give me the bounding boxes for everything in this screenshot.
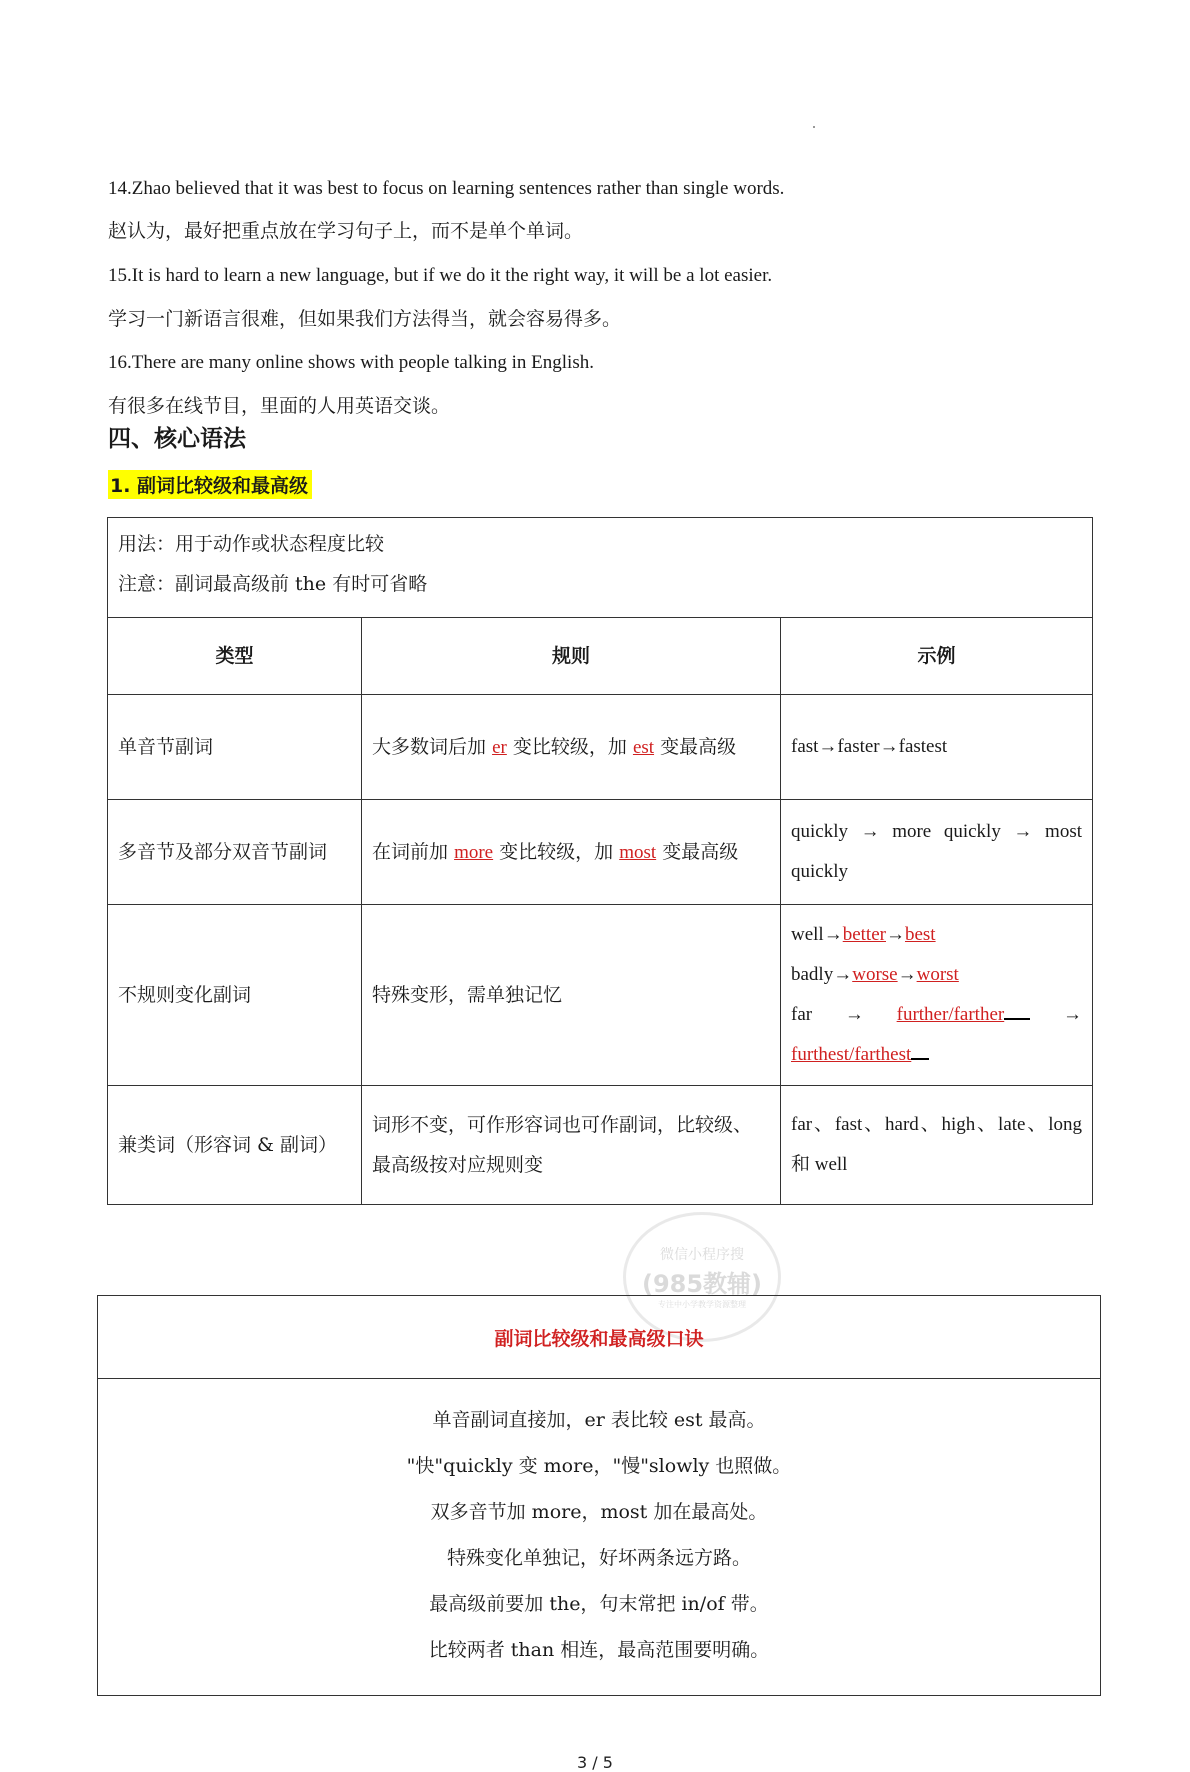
section-title: 四、核心语法	[108, 426, 246, 452]
row-example: far、fast、hard、high、late、long 和 well	[791, 1114, 1082, 1175]
rule-text: 变最高级	[662, 840, 739, 863]
stray-dot	[813, 126, 815, 128]
table-header-row	[108, 618, 1092, 695]
rule-text: 在词前加	[372, 840, 449, 863]
word-most: most	[619, 841, 657, 863]
sentence-16-en: 16.There are many online shows with people talking in English.	[108, 352, 594, 373]
grammar-table	[107, 517, 1093, 1205]
row-type: 多音节及部分双音节副词	[108, 800, 362, 904]
rule-text: 变最高级	[660, 735, 737, 758]
irregular-well: well→better→best	[791, 924, 936, 945]
irregular-far: far → further/farther →	[791, 995, 1082, 1035]
header-type: 类型	[108, 618, 362, 694]
row-rule	[362, 800, 781, 904]
row-rule: 词形不变，可作形容词也可作副词，比较级、最高级按对应规则变	[362, 1086, 781, 1204]
suffix-er: er	[492, 736, 507, 758]
usage-note: 用法：用于动作或状态程度比较	[118, 533, 385, 555]
sentence-14-zh: 赵认为，最好把重点放在学习句子上，而不是单个单词。	[108, 220, 584, 242]
sentence-15-zh: 学习一门新语言很难，但如果我们方法得当，就会容易得多。	[108, 308, 622, 330]
row-rule	[362, 695, 781, 799]
row-type: 单音节副词	[108, 695, 362, 799]
badly-comparative: worse	[852, 964, 898, 985]
row-type: 不规则变化副词	[108, 905, 362, 1085]
mnemonic-line: 单音副词直接加，er 表比较 est 最高。	[432, 1409, 766, 1431]
sentence-15-en: 15.It is hard to learn a new language, but if we do it the right way, it will be a lot easier.	[108, 265, 773, 286]
mnemonic-title: 副词比较级和最高级口诀	[98, 1296, 1100, 1379]
mnemonic-line: "快"quickly 变 more，"慢"slowly 也照做。	[406, 1455, 792, 1477]
mnemonic-line: 比较两者 than 相连，最高范围要明确。	[428, 1639, 770, 1661]
page-number: 3 / 5	[577, 1753, 613, 1772]
row-rule: 特殊变形，需单独记忆	[362, 905, 781, 1085]
rule-text: 变比较级，加	[499, 840, 614, 863]
well-comparative: better	[842, 924, 886, 945]
row-example: quickly → more quickly → most quickly	[791, 821, 1082, 882]
mnemonic-line: 最高级前要加 the，句末常把 in/of 带。	[429, 1593, 769, 1615]
suffix-est: est	[632, 736, 655, 758]
irregular-badly: badly→worse→worst	[791, 964, 959, 985]
sentence-16-zh: 有很多在线节目，里面的人用英语交谈。	[108, 395, 451, 417]
far-comparative: further/farther	[896, 1004, 1005, 1025]
mnemonic-line: 特殊变化单独记，好坏两条远方路。	[446, 1547, 751, 1569]
badly-superlative: worst	[916, 964, 959, 985]
rule-text: 变比较级，加	[512, 735, 627, 758]
watermark-seal: 微信小程序搜 (985教辅) 专注中小学教学资源整理	[623, 1212, 781, 1342]
answer-blank	[911, 1040, 929, 1060]
mnemonic-line: 双多音节加 more，most 加在最高处。	[430, 1501, 768, 1523]
header-example: 示例	[917, 645, 956, 667]
rule-text: 大多数词后加	[372, 735, 487, 758]
omission-note: 注意：副词最高级前 the 有时可省略	[118, 573, 428, 595]
sentence-14-en: 14.Zhao believed that it was best to focus on learning sentences rather than single words.	[108, 178, 785, 199]
well-superlative: best	[904, 924, 936, 945]
row-example: fast→faster→fastest	[791, 736, 948, 757]
table-row	[108, 695, 1092, 800]
table-row	[108, 905, 1092, 1086]
row-type: 兼类词（形容词 & 副词）	[108, 1086, 362, 1204]
table-row	[108, 1086, 1092, 1204]
answer-blank	[1004, 1000, 1030, 1020]
irregular-examples	[781, 905, 1092, 1085]
irregular-far-superlative	[791, 1035, 1082, 1075]
subsection-title: 1. 副词比较级和最高级	[108, 470, 312, 499]
far-superlative: furthest/farthest	[791, 1044, 912, 1065]
mnemonic-body	[98, 1379, 1100, 1695]
mnemonic-box	[97, 1295, 1101, 1696]
word-more: more	[454, 841, 494, 863]
grammar-notes	[108, 518, 1092, 618]
table-row	[108, 800, 1092, 905]
header-rule: 规则	[362, 618, 781, 694]
